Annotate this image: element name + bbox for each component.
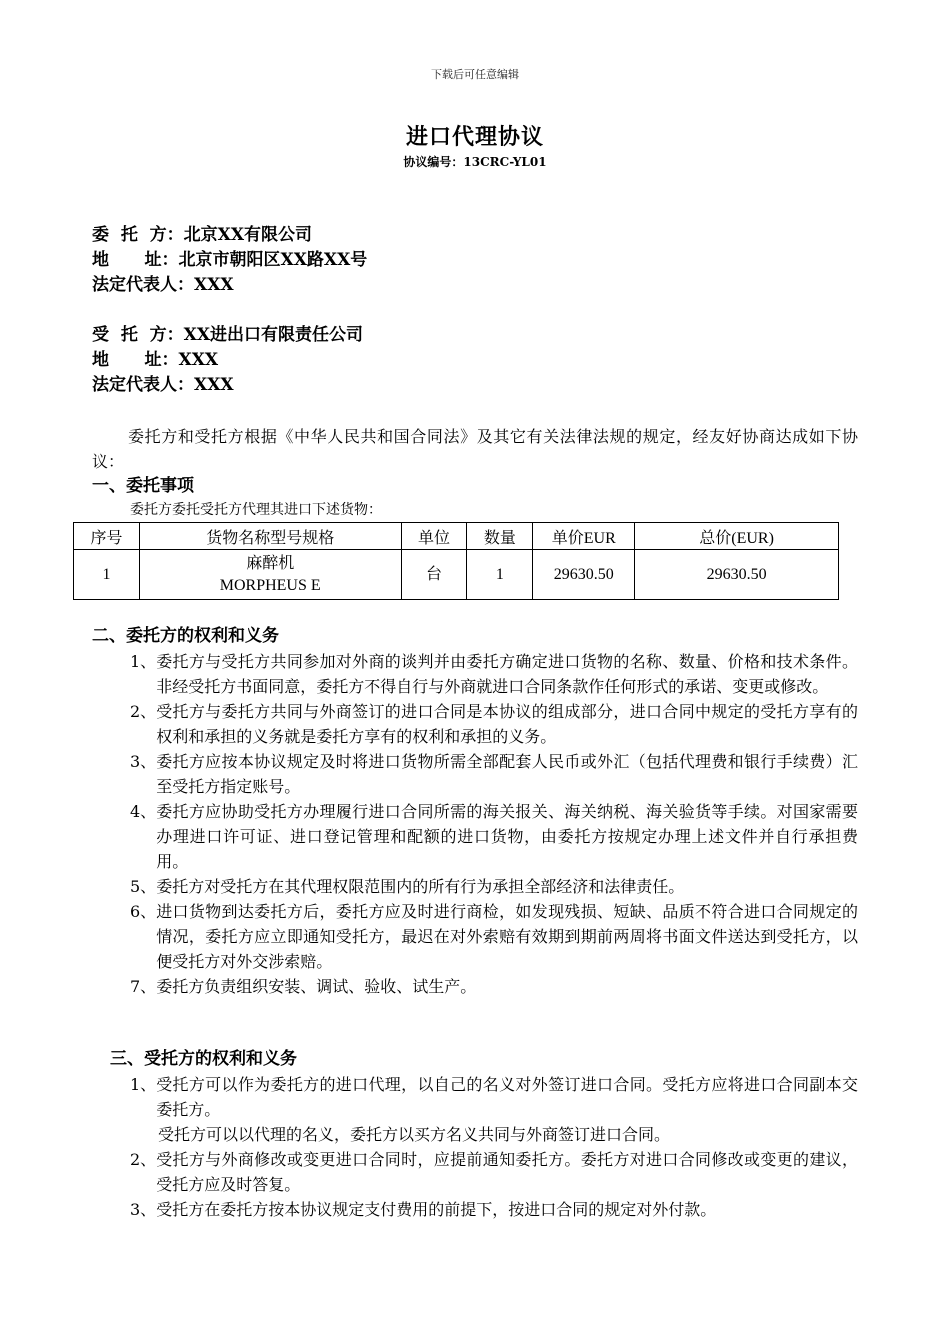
list-item: [130, 799, 858, 874]
col-header-no: 序号: [74, 523, 140, 550]
item-text: 委托方负责组织安装、调试、验收、试生产。: [156, 977, 477, 996]
item-text: 委托方与受托方共同参加对外商的谈判并由委托方确定进口货物的名称、数量、价格和技术条件。非经受托方书面同意，委托方不得自行与外商就进口合同条款作任何形式的承诺、变更或修改。: [156, 652, 858, 696]
agent-party-block: [92, 323, 363, 398]
agent-rep-line: 法定代表人：XXX: [92, 375, 234, 395]
cell-unit-price: 29630.50: [533, 550, 635, 600]
col-header-unit: 单位: [401, 523, 467, 550]
list-item: [130, 699, 858, 749]
cell-name-line1: 麻醉机: [246, 554, 295, 572]
intro-paragraph: 委托方和受托方根据《中华人民共和国合同法》及其它有关法律法规的规定，经友好协商达成如下协议：: [92, 427, 858, 471]
cell-name: [139, 550, 401, 600]
list-item: [130, 749, 858, 799]
item-text: 受托方与外商修改或变更进口合同时，应提前通知委托方。委托方对进口合同修改或变更的建议，受托方应及时答复。: [156, 1150, 858, 1194]
section3-list: [130, 1072, 858, 1222]
item-text: 委托方应协助受托方办理履行进口合同所需的海关报关、海关纳税、海关验货等手续。对国家需要办理进口许可证、进口登记管理和配额的进口货物，由委托方按规定办理上述文件并自行承担费用。: [156, 802, 858, 871]
list-item: [130, 649, 858, 699]
table-row: [74, 550, 839, 600]
item-text: 受托方可以作为委托方的进口代理，以自己的名义对外签订进口合同。受托方应将进口合同副本交委托方。: [156, 1075, 858, 1119]
item-number: 5、: [130, 877, 157, 896]
client-name-line: 委 托 方：北京XX有限公司: [92, 225, 313, 245]
col-header-name: 货物名称型号规格: [139, 523, 401, 550]
item-text: 受托方与委托方共同与外商签订的进口合同是本协议的组成部分，进口合同中规定的受托方享有的权利和承担的义务就是委托方享有的权利和承担的义务。: [156, 702, 858, 746]
contract-number: 协议编号：13CRC-YL01: [403, 155, 547, 169]
agent-name-line: 受 托 方：XX进出口有限责任公司: [92, 325, 364, 345]
item-number: 3、: [130, 752, 157, 771]
section1-lead: 委托方委托受托方代理其进口下述货物：: [130, 502, 382, 518]
list-item: [130, 1147, 858, 1197]
item-text: 委托方应按本协议规定及时将进口货物所需全部配套人民币或外汇（包括代理费和银行手续费）汇至受托方指定账号。: [156, 752, 858, 796]
cell-unit: 台: [401, 550, 467, 600]
client-address-line: 地 址：北京市朝阳区XX路XX号: [92, 250, 368, 270]
document-title: 进口代理协议: [405, 124, 544, 150]
item-number: 4、: [130, 802, 157, 821]
col-header-total: 总价(EUR): [635, 523, 839, 550]
section3-heading: 三、受托方的权利和义务: [110, 1049, 297, 1069]
client-rep-line: 法定代表人：XXX: [92, 275, 234, 295]
col-header-unit-price: 单价EUR: [533, 523, 635, 550]
goods-table-header-row: [74, 523, 839, 550]
item-number: 2、: [130, 1150, 157, 1169]
list-item: [130, 899, 858, 974]
item-number: 1、: [130, 1075, 157, 1094]
item-number: 3、: [130, 1200, 157, 1219]
item-text: 受托方在委托方按本协议规定支付费用的前提下，按进口合同的规定对外付款。: [156, 1200, 717, 1219]
section2-heading: 二、委托方的权利和义务: [92, 626, 279, 646]
section1-heading: 一、委托事项: [92, 476, 194, 496]
cell-name-line2: MORPHEUS E: [219, 576, 321, 594]
section2-list: [130, 649, 858, 999]
item-number: 1、: [130, 652, 157, 671]
client-party-block: [92, 223, 367, 298]
item-text: 进口货物到达委托方后，委托方应及时进行商检，如发现残损、短缺、品质不符合进口合同规定的情况，委托方应立即通知受托方，最迟在对外索赔有效期到期前两周将书面文件送达到受托方，以便受托方对外交涉索赔。: [156, 902, 858, 971]
list-item: [130, 1072, 858, 1122]
list-item: [130, 874, 858, 899]
cell-total: 29630.50: [635, 550, 839, 600]
cell-qty: 1: [467, 550, 533, 600]
section3-item1-extra: 受托方可以以代理的名义，委托方以买方名义共同与外商签订进口合同。: [158, 1125, 671, 1144]
cell-no: 1: [74, 550, 140, 600]
item-text: 委托方对受托方在其代理权限范围内的所有行为承担全部经济和法律责任。: [156, 877, 685, 896]
goods-table: [73, 522, 839, 600]
col-header-qty: 数量: [467, 523, 533, 550]
agent-address-line: 地 址：XXX: [92, 350, 219, 370]
item-number: 6、: [130, 902, 157, 921]
item-number: 7、: [130, 977, 157, 996]
list-item: [130, 974, 858, 999]
list-item: [130, 1197, 858, 1222]
header-note: 下载后可任意编辑: [431, 68, 519, 81]
item-number: 2、: [130, 702, 157, 721]
